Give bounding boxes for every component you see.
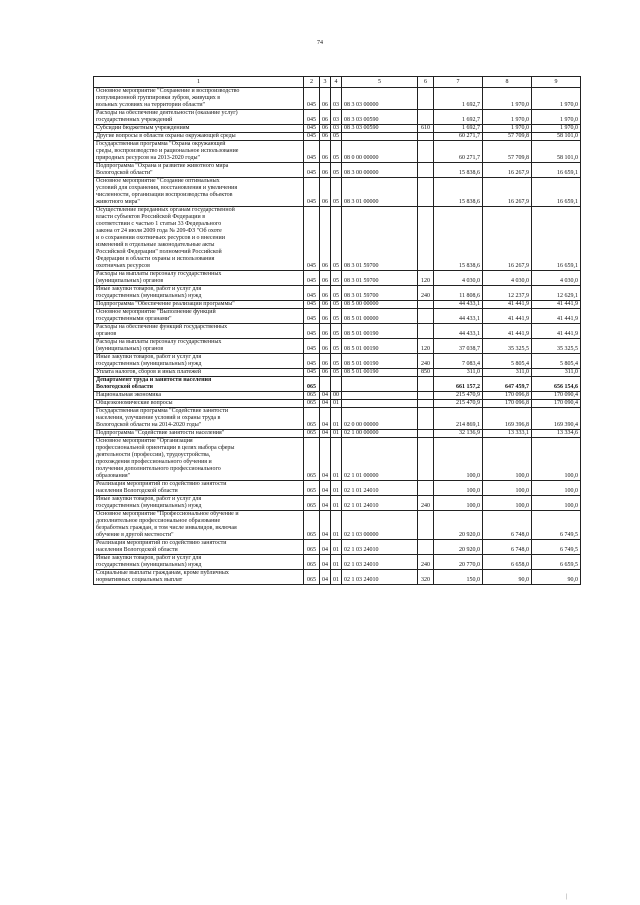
cell-ministry-code: 045 — [304, 141, 320, 163]
cell-amount-col9: 41 441,9 — [532, 301, 581, 309]
cell-amount-col9: 6 749,5 — [532, 511, 581, 540]
cell-subsection-code: 05 — [331, 301, 342, 309]
cell-ministry-code: 065 — [304, 481, 320, 496]
cell-ministry-code: 045 — [304, 324, 320, 339]
cell-subsection-code: 05 — [331, 141, 342, 163]
cell-amount-col7: 215 470,9 — [434, 392, 483, 400]
cell-description: Иные закупки товаров, работ и услуг для государственных (муниципальных) нужд — [94, 354, 304, 369]
cell-amount-col8: 170 096,8 — [483, 392, 532, 400]
cell-amount-col9: 100,0 — [532, 481, 581, 496]
cell-amount-col8: 100,0 — [483, 481, 532, 496]
cell-description: Реализация мероприятий по содействию занятости населения Вологодской области — [94, 540, 304, 555]
cell-ministry-code: 045 — [304, 88, 320, 110]
cell-subsection-code: 01 — [331, 408, 342, 430]
cell-ministry-code: 065 — [304, 377, 320, 392]
table-row — [94, 354, 581, 369]
cell-subsection-code: 03 — [331, 88, 342, 110]
cell-amount-col8: 4 030,0 — [483, 271, 532, 286]
cell-section-code: 06 — [320, 309, 331, 324]
cell-target-article — [342, 392, 418, 400]
table-row — [94, 400, 581, 408]
cell-target-article: 08 3 01 59700 — [342, 271, 418, 286]
cell-subsection-code: 05 — [331, 309, 342, 324]
cell-amount-col7: 15 838,6 — [434, 207, 483, 271]
cell-subsection-code: 01 — [331, 555, 342, 570]
corner-mark: | — [566, 894, 568, 900]
header-cell: 7 — [434, 77, 483, 88]
table-row — [94, 271, 581, 286]
cell-target-article: 08 3 00 00000 — [342, 163, 418, 178]
cell-amount-col8: 6 748,0 — [483, 511, 532, 540]
cell-description: Социальные выплаты гражданам, кроме публичных нормативных социальных выплат — [94, 570, 304, 585]
cell-subsection-code: 01 — [331, 570, 342, 585]
cell-expense-type — [418, 408, 434, 430]
cell-ministry-code: 045 — [304, 286, 320, 301]
cell-section-code: 06 — [320, 324, 331, 339]
cell-target-article: 08 5 01 00190 — [342, 324, 418, 339]
cell-amount-col7: 32 136,9 — [434, 430, 483, 438]
cell-expense-type — [418, 133, 434, 141]
header-cell: 4 — [331, 77, 342, 88]
cell-expense-type — [418, 481, 434, 496]
cell-ministry-code: 045 — [304, 110, 320, 125]
cell-amount-col9: 35 325,5 — [532, 339, 581, 354]
cell-amount-col9: 6 749,5 — [532, 540, 581, 555]
cell-section-code: 06 — [320, 207, 331, 271]
cell-description: Иные закупки товаров, работ и услуг для государственных (муниципальных) нужд — [94, 555, 304, 570]
cell-subsection-code: 05 — [331, 339, 342, 354]
cell-ministry-code: 045 — [304, 301, 320, 309]
cell-target-article: 08 5 01 00190 — [342, 369, 418, 377]
cell-expense-type — [418, 88, 434, 110]
table-header-row — [94, 77, 581, 88]
cell-amount-col7: 100,0 — [434, 496, 483, 511]
cell-target-article: 08 3 01 59700 — [342, 207, 418, 271]
cell-expense-type: 850 — [418, 369, 434, 377]
cell-ministry-code: 065 — [304, 400, 320, 408]
cell-subsection-code — [331, 377, 342, 392]
table-row — [94, 286, 581, 301]
header-cell: 9 — [532, 77, 581, 88]
budget-table — [93, 76, 581, 585]
cell-expense-type: 240 — [418, 286, 434, 301]
cell-amount-col8: 169 396,8 — [483, 408, 532, 430]
cell-target-article: 08 5 01 00000 — [342, 309, 418, 324]
cell-expense-type — [418, 438, 434, 481]
cell-amount-col9: 13 334,6 — [532, 430, 581, 438]
cell-description: Государственная программа "Содействие занятости населения, улучшение условий и охраны труда в Вологодской области на 2014-2020 годы" — [94, 408, 304, 430]
cell-amount-col9: 1 970,0 — [532, 88, 581, 110]
cell-subsection-code: 03 — [331, 110, 342, 125]
cell-amount-col8: 100,0 — [483, 438, 532, 481]
cell-description: Подпрограмма "Охрана и развитие животного мира Вологодской области" — [94, 163, 304, 178]
cell-section-code: 06 — [320, 163, 331, 178]
table-row — [94, 309, 581, 324]
cell-subsection-code: 05 — [331, 207, 342, 271]
cell-amount-col7: 100,0 — [434, 481, 483, 496]
cell-section-code: 04 — [320, 430, 331, 438]
table-row — [94, 555, 581, 570]
cell-section-code: 06 — [320, 110, 331, 125]
cell-expense-type — [418, 392, 434, 400]
cell-amount-col8: 16 267,9 — [483, 178, 532, 207]
table-row — [94, 178, 581, 207]
cell-target-article: 08 5 00 00000 — [342, 301, 418, 309]
cell-target-article: 08 5 01 00190 — [342, 339, 418, 354]
cell-expense-type — [418, 324, 434, 339]
cell-description: Иные закупки товаров, работ и услуг для государственных (муниципальных) нужд — [94, 286, 304, 301]
cell-amount-col7: 661 157,2 — [434, 377, 483, 392]
cell-amount-col7: 60 271,7 — [434, 141, 483, 163]
cell-ministry-code: 045 — [304, 125, 320, 133]
cell-expense-type — [418, 207, 434, 271]
cell-amount-col8: 1 970,0 — [483, 88, 532, 110]
cell-target-article: 08 3 03 00000 — [342, 88, 418, 110]
cell-description: Основное мероприятие "Выполнение функций государственными органами" — [94, 309, 304, 324]
cell-description: Общеэкономические вопросы — [94, 400, 304, 408]
cell-amount-col8: 647 459,7 — [483, 377, 532, 392]
cell-subsection-code: 00 — [331, 392, 342, 400]
cell-target-article: 02 1 03 24010 — [342, 555, 418, 570]
cell-amount-col8: 6 658,0 — [483, 555, 532, 570]
cell-amount-col8: 6 748,0 — [483, 540, 532, 555]
cell-target-article: 02 1 03 24010 — [342, 540, 418, 555]
cell-description: Государственная программа "Охрана окружающей среды, воспроизводство и рациональное использование природных ресурсов на 2013-2020 годы" — [94, 141, 304, 163]
cell-subsection-code: 05 — [331, 271, 342, 286]
cell-amount-col9: 170 090,4 — [532, 400, 581, 408]
table-row — [94, 324, 581, 339]
table-row — [94, 207, 581, 271]
cell-target-article: 02 1 03 00000 — [342, 511, 418, 540]
cell-amount-col7: 215 470,9 — [434, 400, 483, 408]
cell-amount-col7: 20 920,0 — [434, 540, 483, 555]
cell-subsection-code: 01 — [331, 481, 342, 496]
cell-description: Расходы на обеспечение деятельности (оказание услуг) государственных учреждений — [94, 110, 304, 125]
cell-target-article: 08 3 03 00590 — [342, 110, 418, 125]
cell-target-article: 08 3 01 00000 — [342, 178, 418, 207]
cell-section-code: 04 — [320, 496, 331, 511]
cell-amount-col8: 16 267,9 — [483, 207, 532, 271]
cell-amount-col9: 41 441,9 — [532, 324, 581, 339]
table-row — [94, 88, 581, 110]
cell-ministry-code: 065 — [304, 408, 320, 430]
cell-section-code: 04 — [320, 540, 331, 555]
cell-amount-col9: 12 629,1 — [532, 286, 581, 301]
cell-amount-col9: 170 090,4 — [532, 392, 581, 400]
cell-amount-col7: 214 869,1 — [434, 408, 483, 430]
cell-description: Другие вопросы в области охраны окружающей среды — [94, 133, 304, 141]
cell-subsection-code: 01 — [331, 400, 342, 408]
cell-ministry-code: 045 — [304, 309, 320, 324]
table-row — [94, 481, 581, 496]
cell-amount-col8: 57 709,8 — [483, 133, 532, 141]
cell-subsection-code: 01 — [331, 430, 342, 438]
cell-target-article: 08 5 01 00190 — [342, 354, 418, 369]
cell-amount-col8: 170 096,8 — [483, 400, 532, 408]
cell-amount-col9: 16 659,1 — [532, 207, 581, 271]
cell-amount-col7: 44 433,1 — [434, 309, 483, 324]
cell-amount-col8: 100,0 — [483, 496, 532, 511]
cell-amount-col7: 44 433,1 — [434, 301, 483, 309]
cell-section-code: 06 — [320, 125, 331, 133]
cell-expense-type: 610 — [418, 125, 434, 133]
cell-ministry-code: 045 — [304, 178, 320, 207]
cell-target-article: 02 1 01 24010 — [342, 496, 418, 511]
cell-target-article: 08 3 01 59700 — [342, 286, 418, 301]
cell-amount-col9: 100,0 — [532, 496, 581, 511]
cell-section-code: 04 — [320, 400, 331, 408]
cell-section-code: 06 — [320, 133, 331, 141]
cell-subsection-code: 05 — [331, 163, 342, 178]
cell-ministry-code: 065 — [304, 540, 320, 555]
cell-amount-col9: 90,0 — [532, 570, 581, 585]
cell-amount-col8: 90,0 — [483, 570, 532, 585]
cell-amount-col7: 20 920,0 — [434, 511, 483, 540]
cell-amount-col7: 11 808,6 — [434, 286, 483, 301]
cell-expense-type — [418, 377, 434, 392]
cell-section-code — [320, 377, 331, 392]
cell-amount-col8: 13 333,1 — [483, 430, 532, 438]
cell-amount-col9: 100,0 — [532, 438, 581, 481]
cell-expense-type — [418, 141, 434, 163]
table-row — [94, 110, 581, 125]
cell-description: Основное мероприятие "Организация профессиональной ориентации в целях выбора сферы деятельности (профессии), трудоустройства, прохождения профессионального обучения и получения дополнительного профессионального образования" — [94, 438, 304, 481]
cell-amount-col9: 6 659,5 — [532, 555, 581, 570]
cell-expense-type — [418, 178, 434, 207]
header-cell: 8 — [483, 77, 532, 88]
cell-expense-type: 240 — [418, 496, 434, 511]
cell-amount-col9: 58 101,0 — [532, 141, 581, 163]
cell-description: Субсидии бюджетным учреждениям — [94, 125, 304, 133]
cell-section-code: 06 — [320, 88, 331, 110]
cell-amount-col7: 44 433,1 — [434, 324, 483, 339]
cell-target-article: 02 1 00 00000 — [342, 430, 418, 438]
cell-expense-type — [418, 163, 434, 178]
cell-section-code: 04 — [320, 438, 331, 481]
table-row — [94, 133, 581, 141]
page-number: 74 — [317, 40, 323, 46]
header-cell: 2 — [304, 77, 320, 88]
cell-subsection-code: 01 — [331, 511, 342, 540]
cell-section-code: 06 — [320, 141, 331, 163]
table-row — [94, 125, 581, 133]
cell-expense-type — [418, 301, 434, 309]
cell-ministry-code: 045 — [304, 133, 320, 141]
cell-amount-col8: 5 805,4 — [483, 354, 532, 369]
cell-amount-col9: 4 030,0 — [532, 271, 581, 286]
cell-amount-col7: 37 038,7 — [434, 339, 483, 354]
cell-expense-type: 240 — [418, 555, 434, 570]
header-cell: 6 — [418, 77, 434, 88]
cell-ministry-code: 045 — [304, 339, 320, 354]
cell-subsection-code: 05 — [331, 133, 342, 141]
cell-subsection-code: 05 — [331, 324, 342, 339]
cell-amount-col8: 35 325,5 — [483, 339, 532, 354]
cell-amount-col8: 1 970,0 — [483, 125, 532, 133]
cell-description: Реализация мероприятий по содействию занятости населения Вологодской области — [94, 481, 304, 496]
table-row — [94, 377, 581, 392]
cell-amount-col7: 1 692,7 — [434, 110, 483, 125]
cell-ministry-code: 065 — [304, 392, 320, 400]
cell-amount-col7: 100,0 — [434, 438, 483, 481]
cell-amount-col9: 311,0 — [532, 369, 581, 377]
cell-section-code: 04 — [320, 392, 331, 400]
table-row — [94, 392, 581, 400]
cell-target-article: 02 1 03 24010 — [342, 570, 418, 585]
cell-amount-col7: 1 692,7 — [434, 125, 483, 133]
cell-ministry-code: 065 — [304, 438, 320, 481]
cell-ministry-code: 065 — [304, 511, 320, 540]
table-row — [94, 369, 581, 377]
cell-subsection-code: 01 — [331, 438, 342, 481]
cell-target-article: 08 0 00 00000 — [342, 141, 418, 163]
cell-ministry-code: 065 — [304, 496, 320, 511]
cell-amount-col8: 57 709,8 — [483, 141, 532, 163]
cell-amount-col9: 656 154,6 — [532, 377, 581, 392]
table-row — [94, 339, 581, 354]
cell-section-code: 06 — [320, 178, 331, 207]
cell-expense-type — [418, 110, 434, 125]
cell-ministry-code: 065 — [304, 555, 320, 570]
cell-section-code: 06 — [320, 286, 331, 301]
cell-amount-col9: 1 970,0 — [532, 125, 581, 133]
cell-expense-type — [418, 430, 434, 438]
cell-expense-type — [418, 309, 434, 324]
cell-subsection-code: 03 — [331, 125, 342, 133]
cell-ministry-code: 045 — [304, 271, 320, 286]
cell-expense-type: 320 — [418, 570, 434, 585]
cell-description: Иные закупки товаров, работ и услуг для государственных (муниципальных) нужд — [94, 496, 304, 511]
cell-amount-col7: 150,0 — [434, 570, 483, 585]
cell-description: Подпрограмма "Обеспечение реализации программы" — [94, 301, 304, 309]
cell-ministry-code: 065 — [304, 570, 320, 585]
table-row — [94, 570, 581, 585]
cell-description: Департамент труда и занятости населения Вологодской области — [94, 377, 304, 392]
cell-description: Расходы на выплаты персоналу государственных (муниципальных) органов — [94, 271, 304, 286]
cell-section-code: 04 — [320, 511, 331, 540]
cell-amount-col9: 58 101,0 — [532, 133, 581, 141]
cell-subsection-code: 01 — [331, 540, 342, 555]
cell-description: Расходы на выплаты персоналу государственных (муниципальных) органов — [94, 339, 304, 354]
cell-description: Основное мероприятие "Профессиональное обучение и дополнительное профессиональное образование безработных граждан, в том числе инвалидов, включая обучение в другой местности" — [94, 511, 304, 540]
cell-amount-col9: 41 441,9 — [532, 309, 581, 324]
cell-description: Основное мероприятие "Создание оптимальных условий для сохранения, восстановления и увеличения численности, организации воспроизводства объектов животного мира" — [94, 178, 304, 207]
cell-amount-col7: 15 838,6 — [434, 163, 483, 178]
cell-description: Национальная экономика — [94, 392, 304, 400]
cell-target-article: 08 3 03 00590 — [342, 125, 418, 133]
cell-target-article: 02 1 01 00000 — [342, 438, 418, 481]
cell-section-code: 06 — [320, 354, 331, 369]
cell-target-article — [342, 377, 418, 392]
table-row — [94, 163, 581, 178]
cell-section-code: 06 — [320, 271, 331, 286]
cell-amount-col8: 41 441,9 — [483, 309, 532, 324]
cell-amount-col8: 16 267,9 — [483, 163, 532, 178]
cell-expense-type — [418, 511, 434, 540]
cell-subsection-code: 05 — [331, 369, 342, 377]
table-row — [94, 408, 581, 430]
cell-amount-col9: 16 659,1 — [532, 178, 581, 207]
cell-subsection-code: 05 — [331, 354, 342, 369]
cell-description: Расходы на обеспечение функций государственных органов — [94, 324, 304, 339]
cell-target-article: 02 1 01 24010 — [342, 481, 418, 496]
cell-amount-col9: 16 659,1 — [532, 163, 581, 178]
cell-description: Осуществление переданных органам государственной власти субъектов Российской Федерации в соответствии с частью 1 статьи 33 Федерального закона от 24 июля 2009 года № 209-ФЗ "Об охоте и о сохранении охотничьих ресурсов и о внесении изменений в отдельные законодательные акты Российской Федерации" полномочий Российской Федерации в области охраны и использования охотничьих ресурсов — [94, 207, 304, 271]
cell-amount-col8: 1 970,0 — [483, 110, 532, 125]
cell-amount-col7: 311,0 — [434, 369, 483, 377]
cell-subsection-code: 05 — [331, 286, 342, 301]
cell-expense-type: 120 — [418, 339, 434, 354]
cell-amount-col8: 41 441,9 — [483, 324, 532, 339]
cell-amount-col8: 12 237,9 — [483, 286, 532, 301]
cell-expense-type: 240 — [418, 354, 434, 369]
table-body — [94, 88, 581, 585]
table-row — [94, 496, 581, 511]
cell-amount-col8: 41 441,9 — [483, 301, 532, 309]
cell-section-code: 04 — [320, 555, 331, 570]
cell-subsection-code: 05 — [331, 178, 342, 207]
cell-amount-col7: 15 838,6 — [434, 178, 483, 207]
cell-description: Основное мероприятие "Сохранение и воспроизводство популяционной группировки зубров, живущих в вольных условиях на территории области" — [94, 88, 304, 110]
cell-target-article — [342, 400, 418, 408]
cell-ministry-code: 065 — [304, 430, 320, 438]
cell-ministry-code: 045 — [304, 369, 320, 377]
cell-expense-type — [418, 540, 434, 555]
cell-section-code: 06 — [320, 339, 331, 354]
cell-section-code: 04 — [320, 408, 331, 430]
cell-ministry-code: 045 — [304, 354, 320, 369]
cell-amount-col9: 169 390,4 — [532, 408, 581, 430]
cell-section-code: 06 — [320, 301, 331, 309]
cell-description: Подпрограмма "Содействие занятости населения" — [94, 430, 304, 438]
header-cell: 5 — [342, 77, 418, 88]
cell-ministry-code: 045 — [304, 207, 320, 271]
cell-amount-col7: 60 271,7 — [434, 133, 483, 141]
cell-target-article: 02 0 00 00000 — [342, 408, 418, 430]
cell-amount-col9: 5 805,4 — [532, 354, 581, 369]
table-row — [94, 141, 581, 163]
header-cell: 1 — [94, 77, 304, 88]
cell-section-code: 04 — [320, 481, 331, 496]
table-row — [94, 430, 581, 438]
cell-amount-col7: 1 692,7 — [434, 88, 483, 110]
cell-description: Уплата налогов, сборов и иных платежей — [94, 369, 304, 377]
table-row — [94, 540, 581, 555]
cell-amount-col7: 20 770,0 — [434, 555, 483, 570]
cell-section-code: 04 — [320, 570, 331, 585]
cell-amount-col9: 1 970,0 — [532, 110, 581, 125]
cell-amount-col8: 311,0 — [483, 369, 532, 377]
cell-section-code: 06 — [320, 369, 331, 377]
cell-amount-col7: 4 030,0 — [434, 271, 483, 286]
header-cell: 3 — [320, 77, 331, 88]
table-row — [94, 438, 581, 481]
cell-expense-type — [418, 400, 434, 408]
cell-amount-col7: 7 083,4 — [434, 354, 483, 369]
table-row — [94, 511, 581, 540]
cell-subsection-code: 01 — [331, 496, 342, 511]
cell-ministry-code: 045 — [304, 163, 320, 178]
cell-expense-type: 120 — [418, 271, 434, 286]
cell-target-article — [342, 133, 418, 141]
table-row — [94, 301, 581, 309]
